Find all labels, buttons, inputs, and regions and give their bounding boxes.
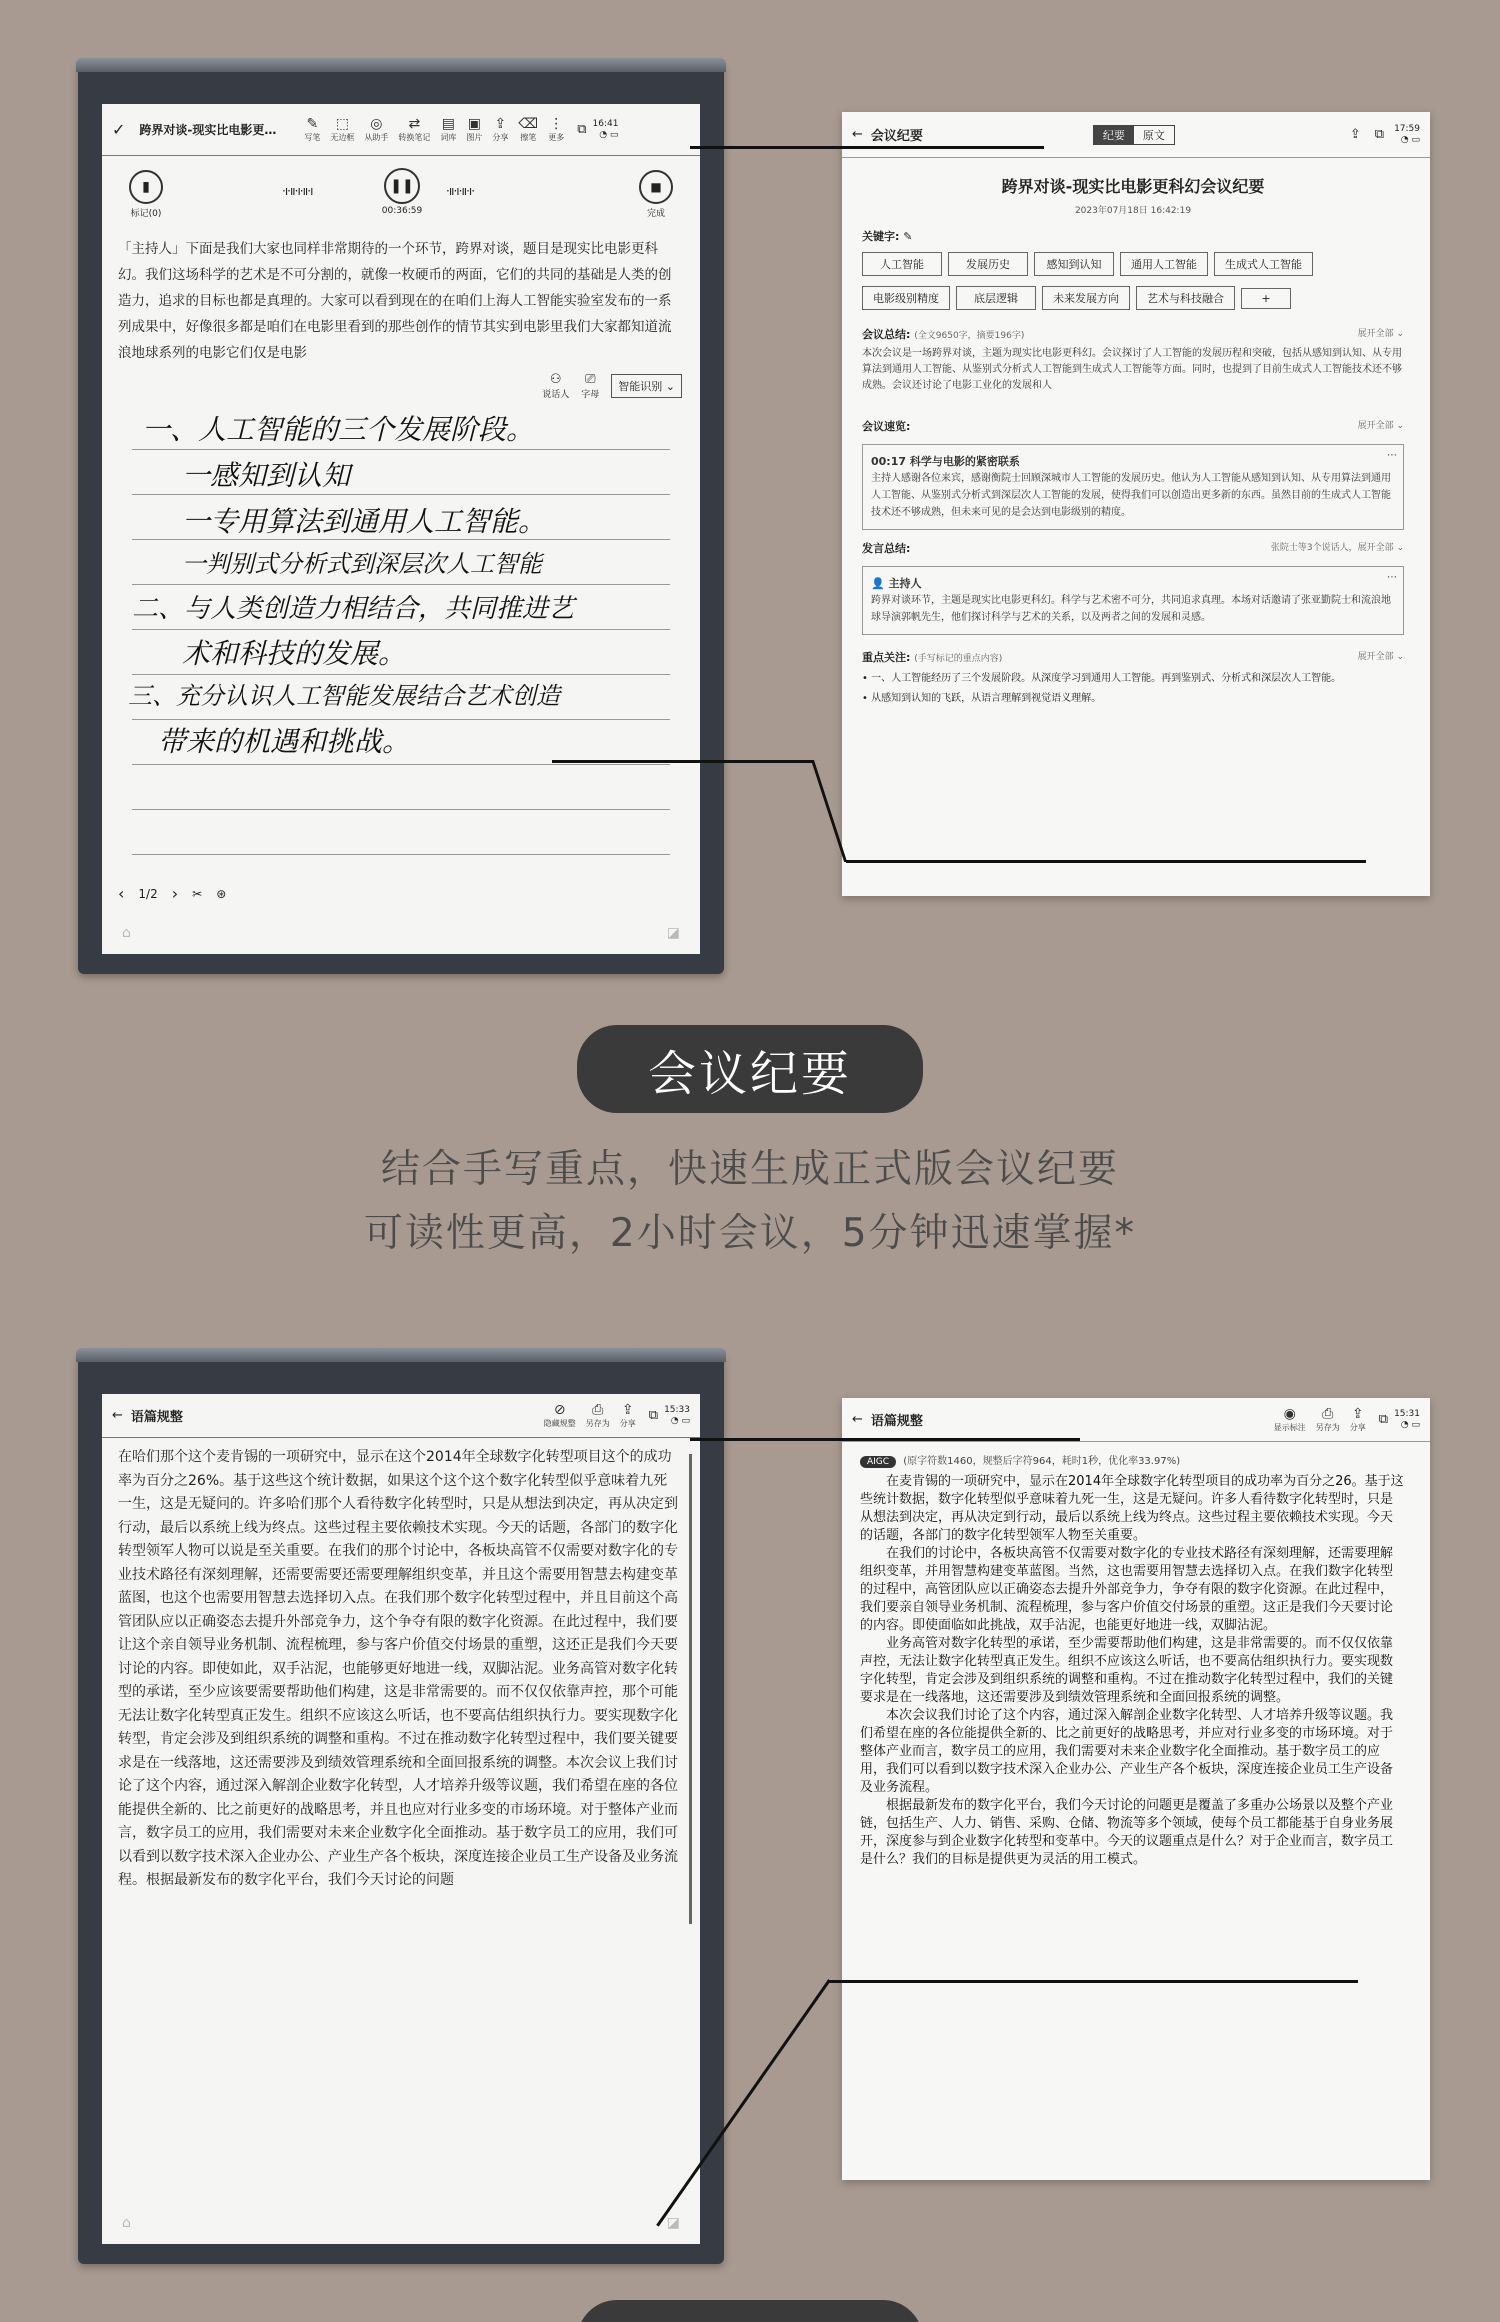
handwriting-line: 一专用算法到通用人工智能。 — [182, 505, 547, 538]
smart-recognize-select[interactable]: 智能识别 ⌄ — [611, 374, 682, 398]
ereader-device-2 — [78, 1352, 724, 2264]
page-indicator: 1/2 — [138, 886, 158, 901]
next-feature-pill — [577, 2300, 923, 2322]
minutes-body — [862, 168, 1404, 886]
device-2-screen — [102, 1394, 700, 2244]
eraser-button[interactable]: ⌫ 擦笔 — [518, 116, 539, 142]
show-annotation-button[interactable]: ◉ 显示标注 — [1273, 1406, 1306, 1432]
keyword-chip[interactable]: 通用人工智能 — [1120, 252, 1208, 276]
connector-line — [846, 860, 1366, 863]
more-icon[interactable]: ⋯ — [1387, 450, 1397, 461]
page-nav — [118, 884, 226, 903]
keyword-chip[interactable]: 人工智能 — [862, 252, 942, 276]
window-icon[interactable]: ⧉ — [648, 1408, 659, 1423]
speaker-expand-link[interactable]: 张院士等3个说话人，展开全部 ⌄ — [1270, 543, 1404, 553]
save-icon: ⎙ — [1322, 1406, 1334, 1422]
frameless-button[interactable]: ⬚ 无边框 — [330, 116, 355, 142]
normalized-paragraph: 根据最新发布的数字化平台，我们今天讨论的问题更是覆盖了多重办公场景以及整个产业链，包括生产、人力、销售、采购、仓储、物流等多个领域，使每个员工都能基于自身业务展开，深度参与到企业数字化转型和变革中。今天的议题重点是什么？对于企业而言，数字员工是什么？我们的目标是提供更为灵活的用工模式。 — [860, 1798, 1394, 1867]
share-button[interactable]: ⇪ 分享 — [1349, 1406, 1366, 1432]
ruled-line — [132, 449, 670, 450]
handwriting-line: 三、充分认识人工智能发展结合艺术创造 — [128, 682, 560, 710]
normalized-paragraph: 本次会议我们讨论了这个内容，通过深入解剖企业数字化转型、人才培养升级等议题。我们希望在座的各位能提供全新的、比之前更好的战略思考，并应对行业多变的市场环境。对于整体产业而言，数字员工的应用，我们需要对未来企业数字化全面推动。基于数字员工的应用，我们可以看到以数字技术深入企业办公、产业生产各个板块，深度连接企业员工生产设备及业务流程。 — [860, 1708, 1394, 1795]
hide-normalize-button[interactable]: ⊘ 隐藏规整 — [543, 1402, 576, 1428]
eye-icon: ◉ — [1283, 1406, 1296, 1422]
save-as-button[interactable]: ⎙ 另存为 — [585, 1402, 610, 1428]
mark-button[interactable]: ▮ 标记(0) — [126, 170, 166, 219]
ruled-line — [132, 854, 670, 855]
keyword-chip[interactable]: 感知到认知 — [1034, 252, 1114, 276]
clock: 15:31 ◔ ▭ — [1394, 1408, 1420, 1430]
edit-icon[interactable]: ✎ — [903, 230, 913, 243]
chevron-down-icon: ⌄ — [665, 380, 675, 393]
tab-original[interactable]: 原文 — [1142, 128, 1165, 142]
user-icon: 👤 — [871, 577, 885, 590]
recorder-bar — [102, 162, 700, 228]
ruled-line — [132, 494, 670, 495]
subtitle-icon: ⎚ — [585, 372, 596, 387]
layout-icon[interactable]: ◪ — [666, 925, 680, 941]
normalized-paragraph: 业务高管对数字化转型的承诺，至少需要帮助他们构建，这是非常需要的。而不仅仅依靠声控，无法让数字化转型真正发生。组织不应该这么听话，也不要高估组织执行力。要实现数字化转型，肯定会涉及到组织系统的调整和重构。不过在推动数字化转型过程中，我们的关键要求是在一线落地，这还需要涉及到绩效管理系统和全面回报系统的调整。 — [860, 1636, 1394, 1705]
device-top-edge — [76, 58, 726, 72]
summary-label: 会议总结: (全文9650字，摘要196字) 展开全部 ⌄ — [862, 328, 1404, 341]
connector-line — [690, 146, 1044, 149]
back-arrow-icon[interactable]: ← — [852, 1412, 863, 1427]
pen-icon: ✎ — [306, 116, 319, 132]
overview-box — [862, 444, 1404, 530]
back-arrow-icon[interactable]: ← — [852, 127, 863, 142]
speaker-icon: ⚇ — [549, 372, 562, 387]
keyword-chip[interactable]: 电影级别精度 — [862, 286, 950, 310]
prev-page-icon[interactable]: ‹ — [118, 884, 125, 903]
caption-line-2: 可读性更高，2小时会议，5分钟迅速掌握* — [363, 1211, 1137, 1256]
wifi-battery-icon: ◔ ▭ — [599, 129, 619, 140]
ruled-line — [132, 674, 670, 675]
save-icon: ⎙ — [592, 1402, 604, 1418]
clock: 17:59 ◔ ▭ — [1394, 123, 1420, 145]
wifi-battery-icon: ◔ ▭ — [1400, 1419, 1420, 1430]
normalized-title: 语篇规整 — [870, 1414, 923, 1429]
speaker-summary-label: 发言总结: 张院士等3个说话人，展开全部 ⌄ — [862, 542, 1404, 555]
ruled-line — [132, 629, 670, 630]
connector-line — [552, 760, 812, 763]
keyword-chip[interactable]: 未来发展方向 — [1042, 286, 1130, 310]
share-button[interactable]: ⇪ 分享 — [619, 1402, 636, 1428]
status-bar — [102, 2202, 700, 2244]
stop-icon: ■ — [639, 170, 673, 204]
aigc-badge: AIGC — [860, 1456, 896, 1468]
overview-label: 会议速览: 展开全部 ⌄ — [862, 420, 1404, 433]
eye-off-icon: ⊘ — [553, 1402, 566, 1418]
aigc-meta: AIGC (原字符数1460，规整后字符964，耗时1秒，优化率33.97%) — [860, 1452, 1404, 1467]
mic-icon: ▮ — [129, 170, 163, 204]
normalize-title: 语篇规整 — [130, 1410, 183, 1425]
speaker-text: 跨界对谈环节，主题是现实比电影更科幻。科学与艺术密不可分，共同追求真理。本场对话邀请了张亚勤院士和流浪地球导演郭帆先生，他们探讨科学与艺术的关系，以及两者之间的发展和灵感。 — [871, 595, 1391, 623]
transcript-text: 「主持人」下面是我们大家也同样非常期待的一个环节，跨界对谈，题目是现实比电影更科幻。我们这场科学的艺术是不可分割的，就像一枚硬币的两面，它们的共同的基础是人类的创造力，追求的目标也都是真理的。大家可以看到现在的在咱们上海人工智能实验室发布的一系列成果中，好像很多都是咱们在电影里看到的那些创作的情节其实到电影里我们大家都知道流浪地球系列的电影它们仅是电影 — [118, 241, 672, 361]
lasso-icon[interactable]: ✂ — [192, 886, 203, 901]
note-title: 跨界对谈-现实比电影更… — [139, 123, 277, 137]
convert-icon: ⇄ — [408, 116, 421, 132]
handwriting-line: 一感知到认知 — [182, 459, 351, 492]
ruled-line — [132, 584, 670, 585]
device-top-edge — [76, 1348, 726, 1362]
key-point-2: • 从感知到认知的飞跃，从语言理解到视觉语义理解。 — [862, 693, 1102, 704]
keyword-chip[interactable]: 生成式人工智能 — [1214, 252, 1313, 276]
normalize-diff-text: 在哈们那个这个麦肯锡的一项研究中，显示在这个2014年全球数字化转型项目这个的成功率为百分之26%。基于这些这个统计数据，如果这个这个这个数字化转型似乎意味着九死一生，这是无疑问的。许多哈们那个人看待数字化转型时，只是从想法到决定，再从决定到行动，最后以系统上线为终点。这些过程主要依赖技术实现。今天的话题，各部门的数字化转型领军人物可以说是至关重要。在我们的那个讨论中，各板块高管不仅需要对数字化的专业技术路径有深刻理解，还需要需要还需要理解组织变革，并且这个需要用智慧去构建变革蓝图，也这个也需要用智慧去选择切入点。在我们那个数字化转型过程中，并且目前这个高管团队应以正确姿态去提升外部竞争力，这个争夺有限的数字化资源。在此过程中，我们要让这个亲自领导业务机制、流程梳理，参与客户价值交付场景的重塑，这还正是我们今天要讨论的内容。即使如此，双手沾泥，也能够更好地进一线，双脚沾泥。业务高管对数字化转型的承诺，至少应该要需要帮助他们构建，这是非常需要的。而不仅仅依靠声控，那个可能无法让数字化转型真正发生。组织不应该这么听话，也不要高估组织执行力。要实现数字化转型，肯定会涉及到组织系统的调整和重构。不过在推动数字化转型过程中，我们要关键要求是在一线落地，这还需要涉及到绩效管理系统和全面回报系统的调整。本次会议上我们讨论了这个内容，通过深入解剖企业数字化转型，人才培养升级等议题，我们希望在座的各位能提供全新的、比之前更好的战略思考，并且也应对行业多变的市场环境。对于整体产业而言，数字员工的应用，我们需要对未来企业数字化全面推动。基于数字员工的应用，我们可以看到以数字技术深入企业办公、产业生产各个板块，深度连接企业员工生产设备及业务流程。根据最新发布的数字化平台，我们今天讨论的问题 — [118, 1449, 678, 1888]
key-point-1: • 一、人工智能经历了三个发展阶段。从深度学习到通用人工智能。再到鉴别式、分析式和深层次人工智能。 — [862, 673, 1342, 684]
share-icon: ⇪ — [494, 116, 507, 132]
save-as-button[interactable]: ⎙ 另存为 — [1315, 1406, 1340, 1432]
more-icon: ⋮ — [549, 116, 564, 132]
note-toolbar — [102, 104, 700, 156]
window-icon[interactable]: ⧉ — [1378, 1412, 1389, 1427]
normalized-body — [860, 1452, 1404, 2170]
caption-line-1: 结合手写重点，快速生成正式版会议纪要 — [380, 1147, 1119, 1192]
back-arrow-icon[interactable]: ← — [112, 1408, 123, 1423]
summary-text: 本次会议是一场跨界对谈，主题为现实比电影更科幻。会议探讨了人工智能的发展历程和突破，包括从感知到认知、从专用算法到通用人工智能、从鉴别式分析式人工智能到生成式人工智能等方面。同时，也提到了目前生成式人工智能技术还不够成熟。会议还讨论了电影工业化的发展和人 — [862, 348, 1402, 391]
handwriting-line: 一判别式分析式到深层次人工智能 — [182, 550, 542, 578]
minutes-tab-switch — [1093, 125, 1175, 145]
image-button[interactable]: ▣ 图片 — [466, 116, 483, 142]
normalized-paragraph: 在我们的讨论中，各板块高管不仅需要对数字化的专业技术路径有深刻理解，还需要理解组织变革，并用智慧构建变革蓝图。当然，这也需要用智慧去选择切入点。在我们数字化转型的过程中，高管团队应以正确姿态去提升外部竞争力，争夺有限的数字化资源。在此过程中，我们要亲自领导业务机制、流程梳理，参与客户价值交付场景的重塑。这正是我们今天要讨论的内容。即使面临如此挑战，双手沾泥，也能更好地进一线，双脚沾泥。 — [860, 1546, 1394, 1633]
share-icon: ⇪ — [621, 1402, 634, 1418]
ruled-line — [132, 809, 670, 810]
pause-button[interactable]: ❚❚ 00:36:59 — [372, 168, 432, 216]
speaker-button[interactable]: ⚇ 说话人 — [542, 372, 570, 400]
check-icon[interactable]: ✓ — [112, 120, 126, 139]
window-icon[interactable]: ⧉ — [577, 122, 587, 137]
convert-note-button[interactable]: ⇄ 转换笔记 — [398, 116, 431, 142]
subtitle-button[interactable]: ⎚ 字母 — [581, 372, 600, 400]
clock: 16:41 ◔ ▭ — [592, 118, 619, 140]
speaker-box — [862, 566, 1404, 635]
book-icon: ▤ — [441, 116, 456, 132]
connector-line — [690, 1438, 1080, 1441]
keyword-chip[interactable]: 发展历史 — [948, 252, 1028, 276]
wifi-battery-icon: ◔ ▭ — [1400, 134, 1420, 145]
minutes-date: 2023年07月18日 16:42:19 — [1074, 206, 1192, 216]
share-icon[interactable]: ⇪ — [1349, 127, 1361, 142]
clock: 15:33 ◔ ▭ — [664, 1404, 690, 1426]
meeting-minutes-card — [842, 112, 1430, 896]
window-icon[interactable]: ⧉ — [1374, 127, 1385, 142]
assistant-icon: ◎ — [370, 116, 383, 132]
connector-line — [828, 1980, 1358, 1983]
add-keyword-button[interactable]: + — [1241, 288, 1291, 309]
speaker-name: 主持人 — [888, 577, 922, 590]
pen-tool-button[interactable]: ✎ 写笔 — [304, 116, 321, 142]
layout-icon[interactable]: ◪ — [666, 2215, 680, 2231]
transcript-controls — [542, 372, 682, 400]
more-icon[interactable]: ⋯ — [1387, 572, 1397, 583]
dictionary-button[interactable]: ▤ 词库 — [440, 116, 457, 142]
minutes-title: 跨界对谈-现实比电影更科幻会议纪要 — [1001, 177, 1265, 196]
waveform-right: ·ıı·ı·ıı·ı· — [446, 184, 475, 198]
eraser-icon: ⌫ — [518, 116, 539, 132]
keyword-chip[interactable]: 底层逻辑 — [956, 286, 1036, 310]
more-button[interactable]: ⋮ 更多 — [548, 116, 565, 142]
home-icon[interactable]: ⌂ — [122, 925, 131, 941]
scrollbar[interactable] — [689, 1454, 692, 1924]
wifi-battery-icon: ◔ ▭ — [670, 1415, 690, 1426]
share-icon: ⇪ — [1351, 1406, 1364, 1422]
assistant-button[interactable]: ◎ 从助手 — [364, 116, 389, 142]
frame-icon: ⬚ — [335, 116, 350, 132]
next-page-icon[interactable]: › — [171, 884, 179, 903]
key-points-label: 重点关注: (手写标记的重点内容) 展开全部 ⌄ — [862, 651, 1404, 664]
ereader-device-1 — [78, 62, 724, 974]
share-button[interactable]: ⇪ 分享 — [492, 116, 509, 142]
smart-icon[interactable]: ⊛ — [216, 886, 227, 901]
feature-pill-minutes: 会议纪要 — [577, 1025, 923, 1113]
normalize-toolbar — [102, 1394, 700, 1438]
waveform-left: ·ı·ıı·ı·ıı·ı — [282, 184, 313, 198]
minutes-back-title: 会议纪要 — [870, 129, 923, 144]
minutes-header — [842, 112, 1430, 158]
handwriting-line: 带来的机遇和挑战。 — [158, 725, 411, 758]
expand-all-link[interactable]: 展开全部 ⌄ — [1357, 652, 1404, 662]
image-icon: ▣ — [467, 116, 482, 132]
expand-all-link[interactable]: 展开全部 ⌄ — [1357, 421, 1404, 431]
finish-button[interactable]: ■ 完成 — [636, 170, 676, 219]
handwriting-line: 术和科技的发展。 — [182, 637, 407, 670]
overview-title: 00:17 科学与电影的紧密联系 — [871, 455, 1020, 468]
pause-icon: ❚❚ — [384, 168, 420, 204]
expand-all-link[interactable]: 展开全部 ⌄ — [1357, 329, 1404, 339]
overview-text: 主持人感谢各位来宾，感谢衡院士回顾深城市人工智能的发展历史。他认为人工智能从感知到认知、从专用算法到通用人工智能、从鉴别式分析式到深层次人工智能的发展，使得我们可以创造出更多新的东西。虽然目前的生成式人工智能技术还不够成熟，但未来可见的是会达到电影级别的精度。 — [871, 473, 1391, 518]
handwriting-line: 一、人工智能的三个发展阶段。 — [142, 413, 535, 446]
normalized-header — [842, 1398, 1430, 1442]
keywords-label: 关键字: ✎ — [862, 230, 913, 243]
keyword-list — [862, 252, 1404, 320]
keyword-chip[interactable]: 艺术与科技融合 — [1136, 286, 1235, 310]
handwriting-line: 二、与人类创造力相结合，共同推进艺 — [132, 594, 575, 624]
home-icon[interactable]: ⌂ — [122, 2215, 131, 2231]
ruled-line — [132, 764, 670, 765]
normalized-text-card — [842, 1398, 1430, 2180]
status-bar — [102, 912, 700, 954]
normalized-paragraph: 在麦肯锡的一项研究中，显示在2014年全球数字化转型项目的成功率为百分之26。基于这些统计数据，数字化转型似乎意味着九死一生，这是无疑问。许多人看待数字化转型时，只是从想法到决定，再从决定到行动，最后以系统上线为终点。这些过程主要依赖技术实现。今天的话题，各部门的数字化转型领军人物至关重要。 — [860, 1474, 1404, 1543]
device-1-screen — [102, 104, 700, 954]
tab-minutes[interactable]: 纪要 — [1094, 126, 1134, 144]
